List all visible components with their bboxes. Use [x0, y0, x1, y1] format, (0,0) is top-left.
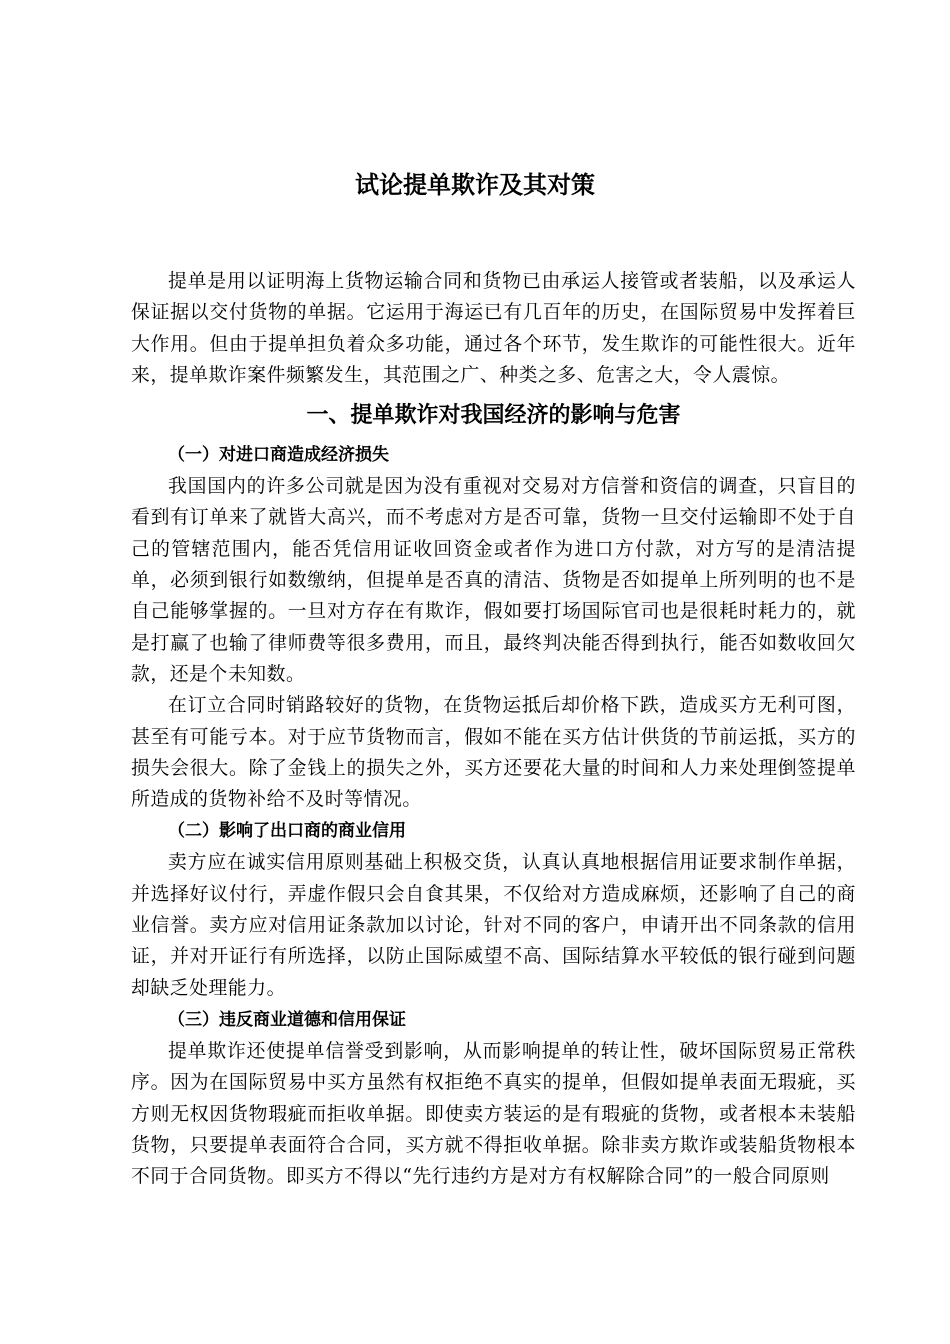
subsection-heading-2: （二）影响了出口商的商业信用	[168, 821, 406, 842]
paragraph: 在订立合同时销路较好的货物，在货物运抵后却价格下跌，造成买方无利可图，甚至有可能亏本。对于应节货物而言，假如不能在买方估计供货的节前运抵，买方的损失会很大。除了金钱上的损失之外，买方还要花大量的时间和人力来处理倒签提单所造成的货物补给不及时等情况。	[131, 695, 856, 811]
paragraph: 我国国内的许多公司就是因为没有重视对交易对方信誉和资信的调查，只盲目的看到有订单来了就皆大高兴，而不考虑对方是否可靠，货物一旦交付运输即不处于自己的管辖范围内，能否凭信用证收回资金或者作为进口方付款，对方写的是清洁提单，必须到银行如数缴纳，但提单是否真的清洁、货物是否如提单上所列明的也不是自己能够掌握的。一旦对方存在有欺诈，假如要打场国际官司也是很耗时耗力的，就是打赢了也输了律师费等很多费用，而且，最终判决能否得到执行，能否如数收回欠款，还是个未知数。	[131, 476, 856, 685]
subsection-heading-3: （三）违反商业道德和信用保证	[168, 1009, 406, 1030]
intro-paragraph: 提单是用以证明海上货物运输合同和货物已由承运人接管或者装船，以及承运人保证据以交付货物的单据。它运用于海运已有几百年的历史，在国际贸易中发挥着巨大作用。但由于提单担负着众多功能，通过各个环节，发生欺诈的可能性很大。近年来，提单欺诈案件频繁发生，其范围之广、种类之多、危害之大，令人震惊。	[131, 271, 856, 386]
subsection-heading-1: （一）对进口商造成经济损失	[168, 445, 389, 466]
paragraph: 卖方应在诚实信用原则基础上积极交货，认真认真地根据信用证要求制作单据，并选择好议付行，弄虚作假只会自食其果，不仅给对方造成麻烦，还影响了自己的商业信誉。卖方应对信用证条款加以讨论，针对不同的客户，申请开出不同条款的信用证，并对开证行有所选择，以防止国际威望不高、国际结算水平较低的银行碰到问题却缺乏处理能力。	[131, 852, 856, 999]
paragraph: 提单欺诈还使提单信誉受到影响，从而影响提单的转让性，破坏国际贸易正常秩序。因为在国际贸易中买方虽然有权拒绝不真实的提单，但假如提单表面无瑕疵，买方则无权因货物瑕疵而拒收单据。即使卖方装运的是有瑕疵的货物，或者根本未装船货物，只要提单表面符合合同，买方就不得拒收单据。除非卖方欺诈或装船货物根本不同于合同货物。即买方不得以“先行违约方是对方有权解除合同”的一般合同原则	[131, 1040, 856, 1188]
section-heading: 一、提单欺诈对我国经济的影响与危害	[306, 403, 681, 429]
document-title: 试论提单欺诈及其对策	[355, 171, 595, 199]
document-body	[131, 266, 856, 1192]
